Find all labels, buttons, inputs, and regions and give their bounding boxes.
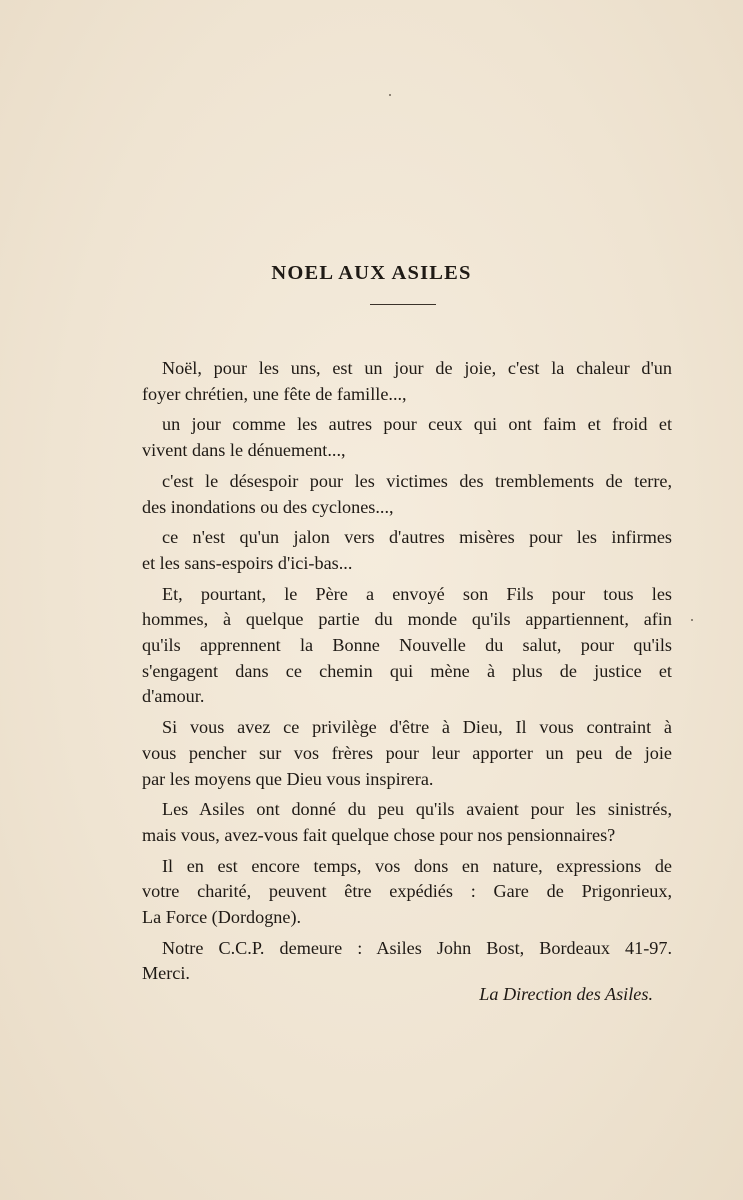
paragraph-3-line: c'est le désespoir pour les victimes des tremblements de terre,	[162, 470, 672, 491]
paragraph-5-line: Et, pourtant, le Père a envoyé son Fils pour tous les	[162, 583, 672, 604]
paragraph-5-line: s'engagent dans ce chemin qui mène à plus de justice et	[142, 660, 672, 681]
paragraph-5-line: hommes, à quelque partie du monde qu'ils appartiennent, afin	[142, 609, 672, 630]
paragraph-9-line: Merci.	[142, 963, 190, 984]
paragraph-2-line: vivent dans le dénuement...,	[142, 440, 346, 461]
page-title: NOEL AUX ASILES	[271, 262, 472, 284]
paragraph-4-line: ce n'est qu'un jalon vers d'autres misères pour les infirmes	[162, 527, 672, 548]
paragraph-6-line: par les moyens que Dieu vous inspirera.	[142, 768, 434, 789]
paragraph-6-line: Si vous avez ce privilège d'être à Dieu, Il vous contraint à	[162, 717, 672, 738]
paragraph-7-line: mais vous, avez-vous fait quelque chose pour nos pensionnaires?	[142, 824, 616, 845]
paper-speck	[389, 94, 391, 96]
paragraph-1-line: Noël, pour les uns, est un jour de joie, c'est la chaleur d'un	[162, 358, 672, 378]
paragraph-5-line: d'amour.	[142, 686, 205, 707]
paragraph-1-line: foyer chrétien, une fête de famille...,	[142, 383, 407, 404]
paragraph-6-line: vous pencher sur vos frères pour leur apporter un peu de joie	[142, 742, 672, 763]
signature: La Direction des Asiles.	[479, 984, 653, 1004]
paper-speck	[691, 619, 693, 621]
paragraph-5-line: qu'ils apprennent la Bonne Nouvelle du salut, pour qu'ils	[142, 635, 672, 656]
paragraph-8-line: Il en est encore temps, vos dons en nature, expressions de	[162, 855, 672, 876]
paragraph-8-line: La Force (Dordogne).	[142, 907, 302, 928]
paragraph-7-line: Les Asiles ont donné du peu qu'ils avaient pour les sinistrés,	[162, 799, 672, 820]
paragraph-4-line: et les sans-espoirs d'ici-bas...	[142, 552, 353, 573]
paragraph-2-line: un jour comme les autres pour ceux qui ont faim et froid et	[162, 414, 672, 435]
paragraph-8-line: votre charité, peuvent être expédiés : Gare de Prigonrieux,	[142, 881, 672, 902]
paragraph-3-line: des inondations ou des cyclones...,	[142, 496, 394, 517]
letter-body	[142, 356, 672, 987]
title-divider	[370, 304, 436, 305]
paragraph-9-line: Notre C.C.P. demeure : Asiles John Bost, Bordeaux 41-97.	[162, 937, 672, 958]
